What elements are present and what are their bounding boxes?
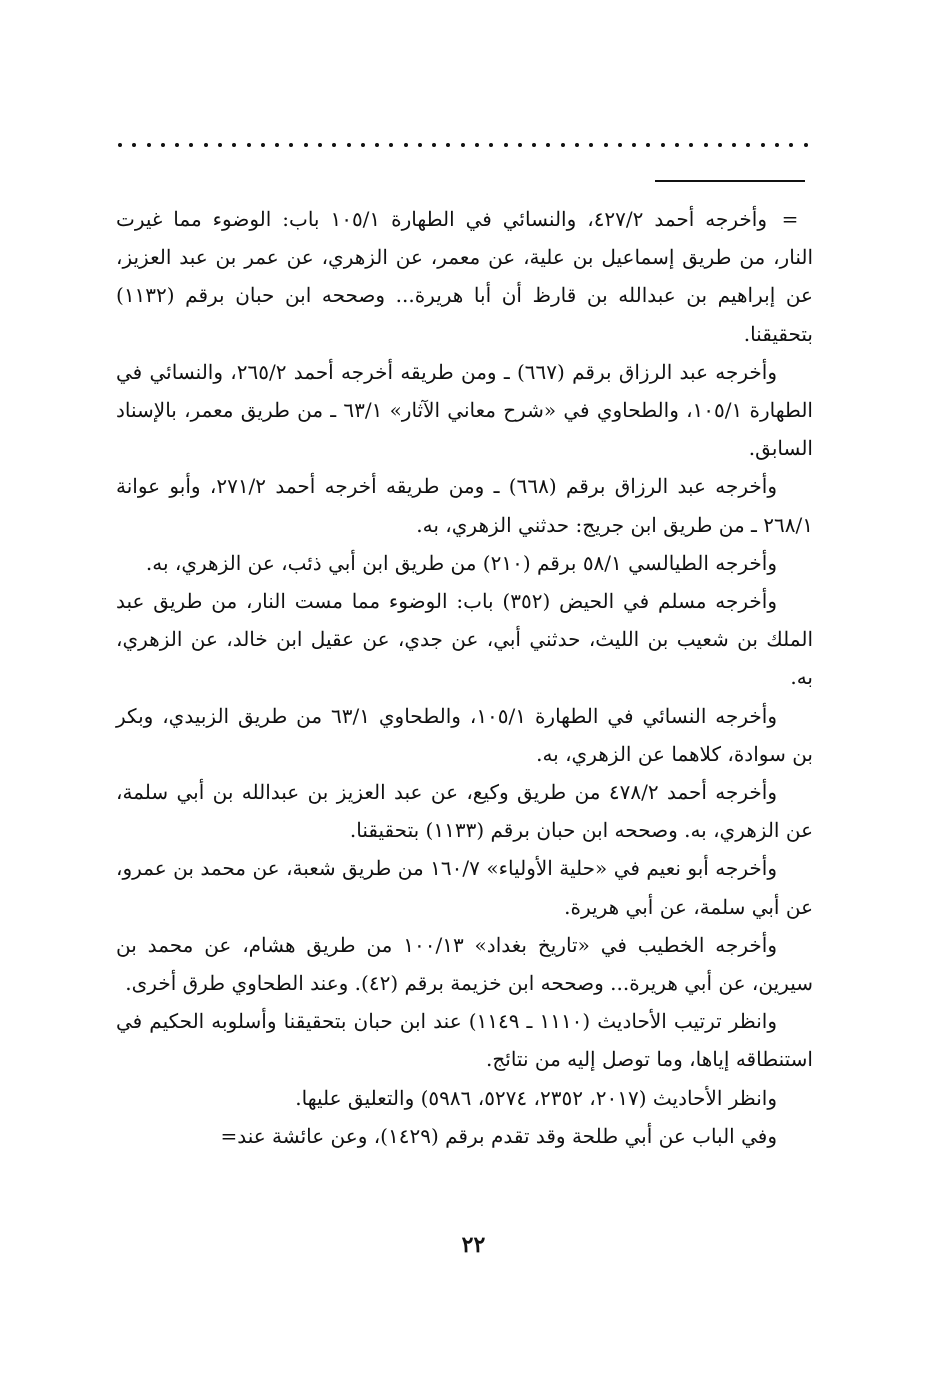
- footnote-paragraph-6: وأخرجه النسائي في الطهارة ١٠٥/١، والطحاوي ٦٣/١ من طريق الزبيدي، وبكر بن سوادة، كلاهما عن الزهري، به.: [116, 703, 813, 766]
- ellipsis-separator: [118, 138, 808, 152]
- footnote-paragraph-2: وأخرجه عبد الرزاق برقم (٦٦٧) ـ ومن طريقه أخرجه أحمد ٢٦٥/٢، والنسائي في الطهارة ١٠٥/١، والطحاوي في «شرح معاني الآثار» ٦٣/١ ـ من طريق معمر، بالإسناد السابق.: [116, 359, 813, 461]
- separator-dot: [461, 143, 465, 147]
- separator-dot: [318, 143, 322, 147]
- separator-dot: [361, 143, 365, 147]
- separator-dot: [646, 143, 650, 147]
- separator-dot: [275, 143, 279, 147]
- separator-dot: [175, 143, 179, 147]
- footnote-paragraph-7: وأخرجه أحمد ٤٧٨/٢ من طريق وكيع، عن عبد العزيز بن عبدالله بن أبي سلمة، عن الزهري، به. وصححه ابن حبان برقم (١١٣٣) بتحقيقنا.: [116, 780, 813, 843]
- separator-dot: [775, 143, 779, 147]
- page-number: ٢٢: [461, 1232, 486, 1258]
- separator-dot: [675, 143, 679, 147]
- separator-dot: [475, 143, 479, 147]
- separator-dot: [132, 143, 136, 147]
- separator-dot: [789, 143, 793, 147]
- separator-dot: [575, 143, 579, 147]
- separator-dot: [418, 143, 422, 147]
- separator-dot: [261, 143, 265, 147]
- separator-dot: [589, 143, 593, 147]
- separator-dot: [518, 143, 522, 147]
- separator-dot: [504, 143, 508, 147]
- paragraph-text: وفي الباب عن أبي طلحة وقد تقدم برقم (١٤٢٩)، وعن عائشة عند: [237, 1123, 777, 1148]
- continuation-mark-start: =: [781, 207, 799, 231]
- separator-dot: [247, 143, 251, 147]
- separator-dot: [204, 143, 208, 147]
- separator-dot: [332, 143, 336, 147]
- footnote-paragraph-9: وأخرجه الخطيب في «تاريخ بغداد» ١٠٠/١٣ من طريق هشام، عن محمد بن سيرين، عن أبي هريرة... وصححه ابن خزيمة برقم (٤٢). وعند الطحاوي طرق أخرى.: [116, 932, 813, 996]
- separator-dot: [689, 143, 693, 147]
- footnote-paragraph-3: وأخرجه عبد الرزاق برقم (٦٦٨) ـ ومن طريقه أخرجه أحمد ٢٧١/٢، وأبو عوانة ٢٦٨/١ ـ من طريق ابن جريج: حدثني الزهري، به.: [116, 474, 813, 537]
- footnotes-block: [116, 200, 813, 1155]
- separator-dot: [561, 143, 565, 147]
- footnote-paragraph-5: وأخرجه مسلم في الحيض (٣٥٢) باب: الوضوء مما مست النار، من طريق عبد الملك بن شعيب بن الليث، حدثني أبي، عن جدي، عن عقيل ابن خالد، عن الزهري، به.: [116, 589, 813, 690]
- separator-dot: [704, 143, 708, 147]
- separator-dot: [489, 143, 493, 147]
- separator-dot: [632, 143, 636, 147]
- footnote-paragraph-8: وأخرجه أبو نعيم في «حلية الأولياء» ١٦٠/٧ من طريق شعبة، عن محمد بن عمرو، عن أبي سلمة، عن أبي هريرة.: [116, 856, 813, 919]
- separator-dot: [304, 143, 308, 147]
- separator-dot: [189, 143, 193, 147]
- separator-dot: [718, 143, 722, 147]
- separator-dot: [218, 143, 222, 147]
- separator-dot: [604, 143, 608, 147]
- footnote-paragraph-1: [116, 200, 813, 353]
- separator-dot: [375, 143, 379, 147]
- separator-dot: [761, 143, 765, 147]
- separator-dot: [232, 143, 236, 147]
- separator-dot: [289, 143, 293, 147]
- separator-dot: [618, 143, 622, 147]
- paragraph-text: وأخرجه أحمد ٤٢٧/٢، والنسائي في الطهارة ١٠٥/١ باب: الوضوء مما غيرت النار، من طريق إسماعيل بن علية، عن معمر، عن الزهري، عن عمر بن عبد العزيز، عن إبراهيم بن عبدالله بن قارظ أن أبا هريرة... وصححه ابن حبان برقم (١١٣٢) بتحقيقنا.: [116, 207, 813, 346]
- separator-dot: [804, 143, 808, 147]
- separator-dot: [446, 143, 450, 147]
- footnote-rule: [655, 180, 805, 182]
- separator-dot: [404, 143, 408, 147]
- continuation-mark-end: =: [220, 1123, 238, 1148]
- separator-dot: [389, 143, 393, 147]
- footnote-paragraph-10: وانظر ترتيب الأحاديث (١١١٠ ـ ١١٤٩) عند ابن حبان بتحقيقنا وأسلوبه الحكيم في استنطاقه إياها، وما توصل إليه من نتائج.: [116, 1009, 813, 1072]
- separator-dot: [532, 143, 536, 147]
- separator-dot: [432, 143, 436, 147]
- separator-dot: [161, 143, 165, 147]
- separator-dot: [661, 143, 665, 147]
- separator-dot: [147, 143, 151, 147]
- separator-dot: [118, 143, 122, 147]
- footnote-paragraph-12: [116, 1117, 813, 1155]
- separator-dot: [732, 143, 736, 147]
- separator-dot: [546, 143, 550, 147]
- footnote-paragraph-11: وانظر الأحاديث (٢٠١٧، ٢٣٥٢، ٥٢٧٤، ٥٩٨٦) والتعليق عليها.: [295, 1085, 777, 1110]
- separator-dot: [347, 143, 351, 147]
- footnote-paragraph-4: وأخرجه الطيالسي ٥٨/١ برقم (٢١٠) من طريق ابن أبي ذئب، عن الزهري، به.: [145, 550, 777, 575]
- separator-dot: [746, 143, 750, 147]
